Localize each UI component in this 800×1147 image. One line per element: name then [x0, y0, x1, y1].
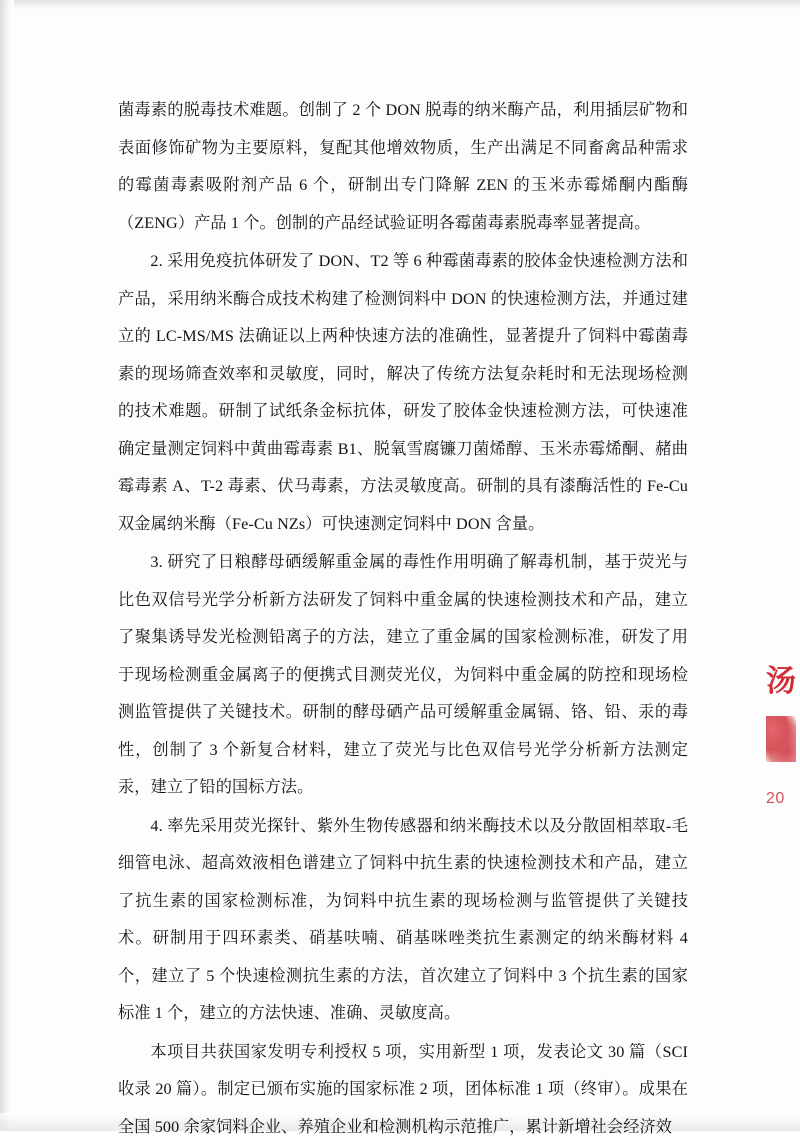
red-seal-fragment-top: 汤 — [766, 665, 794, 698]
paragraph-continued: 菌毒素的脱毒技术难题。创制了 2 个 DON 脱毒的纳米酶产品，利用插层矿物和表面修饰矿物为主要原料，复配其他增效物质，生产出满足不同畜禽品种需求的霉菌毒素吸附剂产品 6 个，研制出专门降解 ZEN 的玉米赤霉烯酮内酯酶（ZENG）产品 1 个。创制的产品经试验证明各霉菌毒素脱毒率显著提高。 — [118, 101, 688, 232]
document-body — [118, 92, 688, 1147]
paragraph-item-4: 4. 率先采用荧光探针、紫外生物传感器和纳米酶技术以及分散固相萃取-毛细管电泳、超高效液相色谱建立了饲料中抗生素的快速检测技术和产品，建立了抗生素的国家检测标准，为饲料中抗生素的现场检测与监管提供了关键技术。研制用于四环素类、硝基呋喃、硝基咪唑类抗生素测定的纳米酶材料 4 个，建立了 5 个快速检测抗生素的方法，首次建立了饲料中 3 个抗生素的国家标准 1 个，建立的方法快速、准确、灵敏度高。 — [118, 816, 688, 1022]
paragraph-item-3: 3. 研究了日粮酵母硒缓解重金属的毒性作用明确了解毒机制，基于荧光与比色双信号光学分析新方法研发了饲料中重金属的快速检测技术和产品，建立了聚集诱导发光检测铅离子的方法，建立了重金属的国家检测标准，研发了用于现场检测重金属离子的便携式目测荧光仪，为饲料中重金属的防控和现场检测监管提供了关键技术。研制的酵母硒产品可缓解重金属镉、铬、铅、汞的毒性，创制了 3 个新复合材料，建立了荧光与比色双信号光学分析新方法测定汞，建立了铅的国标方法。 — [118, 553, 688, 796]
seal-ink-blob — [766, 716, 796, 762]
red-seal-fragment-middle — [766, 716, 800, 774]
scan-edge-top — [0, 0, 800, 10]
scan-edge-left — [0, 0, 14, 1131]
paragraph-summary: 本项目共获国家发明专利授权 5 项，实用新型 1 项，发表论文 30 篇（SCI 收录 20 篇）。制定已颁布实施的国家标准 2 项，团体标准 1 项（终审）。成果在全国 500 余家饲料企业、养殖企业和检测机构示范推广，累计新增社会经济效 — [118, 1042, 688, 1136]
paragraph-item-2: 2. 采用免疫抗体研发了 DON、T2 等 6 种霉菌毒素的胶体金快速检测方法和产品，采用纳米酶合成技术构建了检测饲料中 DON 的快速检测方法，并通过建立的 LC-MS/MS 法确证以上两种快速方法的准确性，显著提升了饲料中霉菌毒素的现场筛查效率和灵敏度，同时，解决了传统方法复杂耗时和无法现场检测的技术难题。研制了试纸条金标抗体，研发了胶体金快速检测方法，可快速准确定量测定饲料中黄曲霉毒素 B1、脱氧雪腐镰刀菌烯醇、玉米赤霉烯酮、赭曲霉毒素 A、T-2 毒素、伏马毒素，方法灵敏度高。研制的具有漆酶活性的 Fe-Cu 双金属纳米酶（Fe-Cu NZs）可快速测定饲料中 DON 含量。 — [118, 252, 688, 533]
red-seal-fragment-bottom: 20 — [766, 790, 785, 807]
